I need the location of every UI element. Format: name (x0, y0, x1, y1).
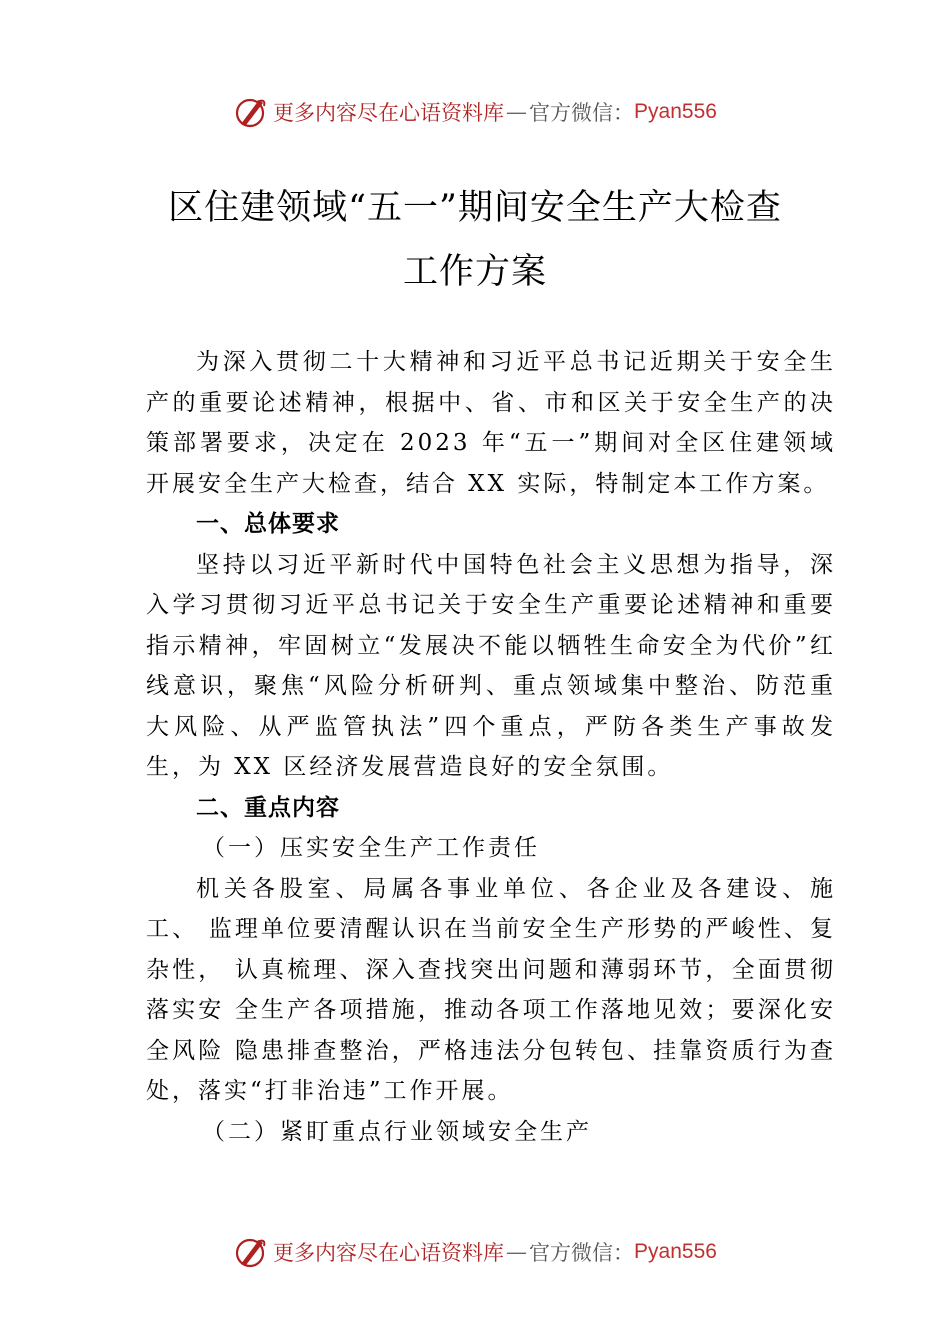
document-title (0, 176, 950, 304)
watermark-wechat-label: 官方微信： (529, 1241, 635, 1265)
watermark-text: 更多内容尽在心语资料库 (273, 101, 505, 125)
subsection-heading-2: （二）紧盯重点行业领域安全生产 (202, 1118, 592, 1145)
document-body (146, 342, 836, 1152)
quill-logo-icon (233, 94, 269, 130)
header-watermark (0, 92, 950, 132)
subsection-1-paragraph: 机关各股室、局属各事业单位、各企业及各建设、施工、 监理单位要清醒认识在当前安全生产形势的严峻性、复杂性， 认真梳理、深入查找突出问题和薄弱环节，全面贯彻落实安 全生产各项措施，推动各项工作落地见效；要深化安全风险 隐患排查整治，严格违法分包转包、挂靠资质行为查处，落实“打非治违”工作开展。 (146, 875, 836, 1104)
watermark-account: Pyan556 (634, 100, 717, 123)
subsection-heading-1: （一）压实安全生产工作责任 (202, 835, 540, 861)
title-line-2: 工作方案 (402, 252, 547, 292)
section-1-paragraph: 坚持以习近平新时代中国特色社会主义思想为指导，深入学习贯彻习近平总书记关于安全生产重要论述精神和重要指示精神，牢固树立“发展决不能以牺牲生命安全为代价”红线意识，聚焦“风险分析研判、重点领域集中整治、防范重大风险、从严监管执法”四个重点，严防各类生产事故发生，为 XX 区经济发展营造良好的安全氛围。 (146, 551, 836, 780)
intro-paragraph: 为深入贯彻二十大精神和习近平总书记近期关于安全生产的重要论述精神，根据中、省、市和区关于安全生产的决策部署要求，决定在 2023 年“五一”期间对全区住建领域开展安全生产大检查，结合 XX 实际，特制定本工作方案。 (146, 349, 836, 497)
title-line-1: 区住建领域“五一”期间安全生产大检查 (168, 188, 782, 228)
watermark-dash: — (506, 1240, 528, 1264)
quill-logo-icon (233, 1234, 269, 1270)
watermark-dash: — (506, 100, 528, 124)
section-heading-2: 二、重点内容 (196, 794, 340, 821)
watermark-account: Pyan556 (634, 1240, 717, 1263)
watermark-text: 更多内容尽在心语资料库 (273, 1241, 505, 1265)
footer-watermark (0, 1232, 950, 1272)
section-heading-1: 一、总体要求 (196, 511, 340, 537)
watermark-wechat-label: 官方微信： (529, 101, 635, 125)
